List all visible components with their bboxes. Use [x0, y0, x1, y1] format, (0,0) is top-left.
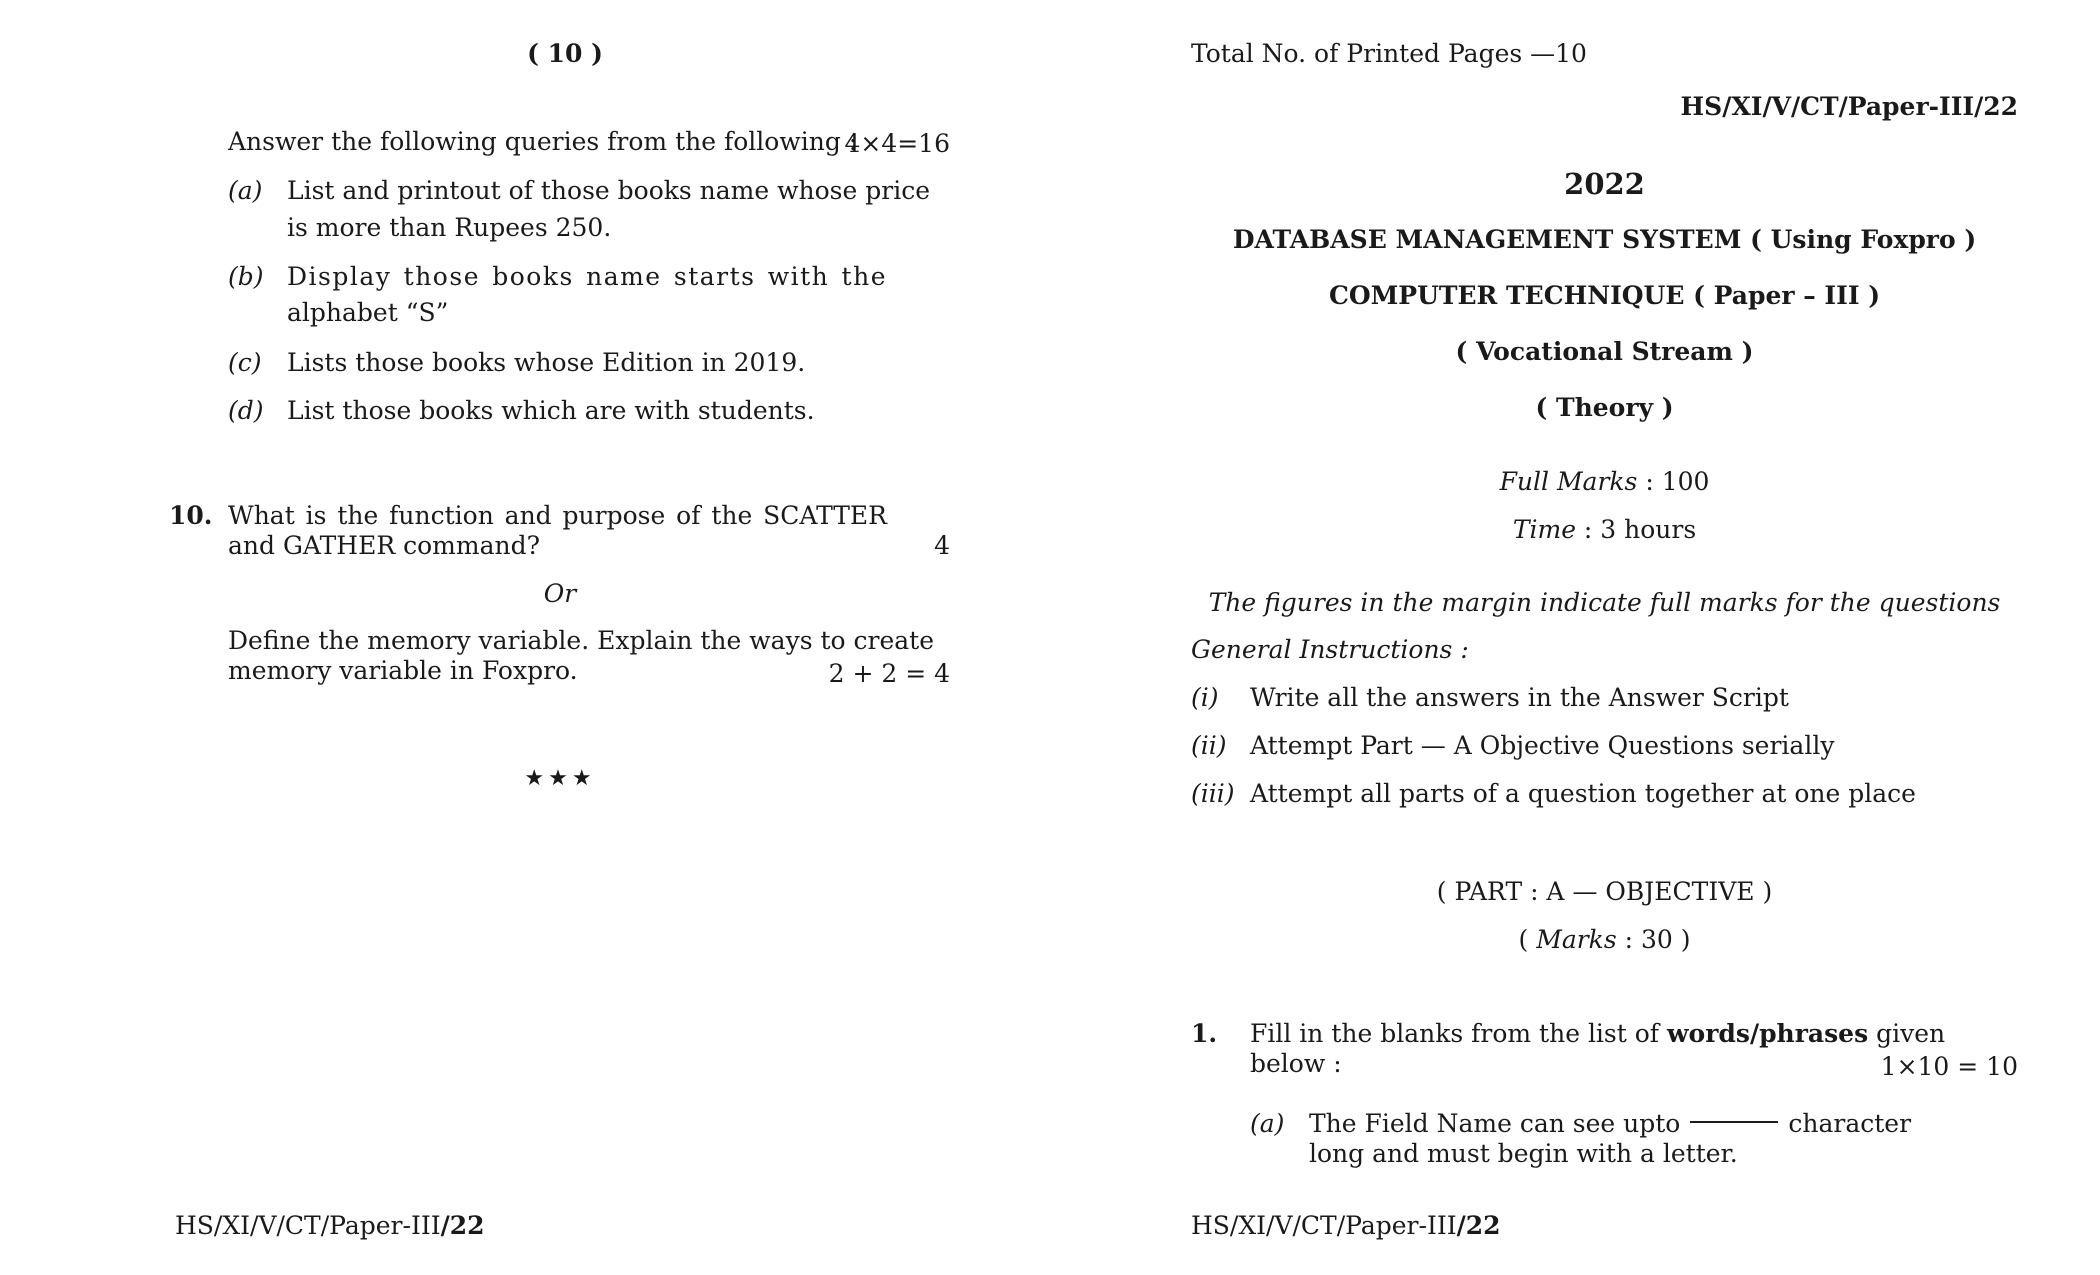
- total-printed-pages: Total No. of Printed Pages —10: [1191, 39, 1587, 68]
- question-10-line1: What is the function and purpose of the SCATTER: [228, 501, 887, 530]
- queries-intro-text: Answer the following queries from the following :: [228, 127, 858, 156]
- question-1-marks: 1×10 = 10: [1880, 1052, 2018, 1081]
- instruction-ii-label: (ii): [1191, 731, 1227, 760]
- instruction-ii-text: Attempt Part — A Objective Questions serially: [1250, 731, 1835, 760]
- exam-year: 2022: [1564, 167, 1645, 201]
- question-10-number: 10.: [169, 501, 213, 530]
- time-label: Time: [1512, 515, 1576, 544]
- page-number: ( 10 ): [527, 39, 603, 68]
- query-b-line2: alphabet “S”: [287, 298, 449, 327]
- instruction-i-text: Write all the answers in the Answer Script: [1250, 683, 1789, 712]
- end-of-paper-stars: ★★★: [524, 766, 596, 791]
- right-footer-code: HS/XI/V/CT/Paper-III: [1191, 1211, 1457, 1240]
- question-10-alt-line1: Define the memory variable. Explain the ways to create: [228, 626, 935, 655]
- instruction-iii-label: (iii): [1191, 779, 1235, 808]
- part-a-marks: [1191, 924, 2018, 955]
- query-a-line2: is more than Rupees 250.: [287, 213, 612, 242]
- general-instructions-heading: General Instructions :: [1191, 635, 1469, 664]
- question-1-text-pre: Fill in the blanks from the list of: [1250, 1019, 1668, 1048]
- queries-intro-marks: 4×4=16: [844, 129, 950, 158]
- question-1-text-bold: words/phrases: [1667, 1019, 1869, 1048]
- stream-title: ( Vocational Stream ): [1455, 337, 1754, 366]
- question-1a-line2: long and must begin with a letter.: [1309, 1139, 1738, 1168]
- part-a-marks-label: Marks: [1536, 925, 1617, 954]
- course-title: COMPUTER TECHNIQUE ( Paper – III ): [1328, 281, 1881, 310]
- fill-in-blank: [1690, 1121, 1778, 1123]
- question-1-text-post: given: [1868, 1019, 1946, 1048]
- query-c-label: (c): [228, 348, 262, 377]
- right-page: [1050, 0, 2100, 1275]
- question-1a-line1-post: character: [1788, 1109, 1912, 1138]
- time-allowed: [1191, 514, 2018, 545]
- question-1-line2: below :: [1250, 1049, 1342, 1078]
- paper-code: HS/XI/V/CT/Paper-III/22: [1680, 92, 2018, 121]
- question-1-text: [1250, 1018, 1945, 1049]
- query-a-label: (a): [228, 176, 263, 205]
- full-marks-label: Full Marks: [1499, 467, 1638, 496]
- question-1a-line1: [1309, 1108, 1911, 1139]
- question-1-number: 1.: [1191, 1019, 1218, 1048]
- query-d-line1: List those books which are with students.: [287, 396, 815, 425]
- query-c-line1: Lists those books whose Edition in 2019.: [287, 348, 806, 377]
- full-marks: [1191, 466, 2018, 497]
- part-a-marks-value: : 30 ): [1616, 925, 1691, 954]
- or-separator: Or: [543, 579, 577, 608]
- time-value: : 3 hours: [1575, 515, 1697, 544]
- part-a-marks-open: (: [1518, 925, 1537, 954]
- left-footer-code: HS/XI/V/CT/Paper-III: [175, 1211, 441, 1240]
- question-10-alt-line2: memory variable in Foxpro.: [228, 656, 578, 685]
- instruction-iii-text: Attempt all parts of a question together at one place: [1250, 779, 1916, 808]
- query-d-label: (d): [228, 396, 264, 425]
- theory-title: ( Theory ): [1535, 393, 1674, 422]
- instruction-i-label: (i): [1191, 683, 1219, 712]
- left-footer-year: /22: [440, 1211, 485, 1240]
- query-a-line1: List and printout of those books name whose price: [287, 176, 930, 205]
- part-a-heading: ( PART : A — OBJECTIVE ): [1436, 877, 1773, 906]
- question-1a-label: (a): [1250, 1109, 1285, 1138]
- question-10-marks: 4: [934, 531, 950, 560]
- subject-title: DATABASE MANAGEMENT SYSTEM ( Using Foxpro ): [1232, 225, 1977, 254]
- question-10-line2: and GATHER command?: [228, 531, 540, 560]
- margin-note: The figures in the margin indicate full marks for the questions: [1208, 588, 2001, 617]
- question-10-alt-marks: 2 + 2 = 4: [828, 659, 950, 688]
- query-b-line1: Display those books name starts with the: [287, 262, 887, 291]
- right-footer-year: /22: [1456, 1211, 1501, 1240]
- question-1a-line1-pre: The Field Name can see upto: [1309, 1109, 1681, 1138]
- full-marks-value: : 100: [1637, 467, 1710, 496]
- right-footer: [1191, 1210, 1501, 1241]
- left-footer: [175, 1210, 485, 1241]
- query-b-label: (b): [228, 262, 264, 291]
